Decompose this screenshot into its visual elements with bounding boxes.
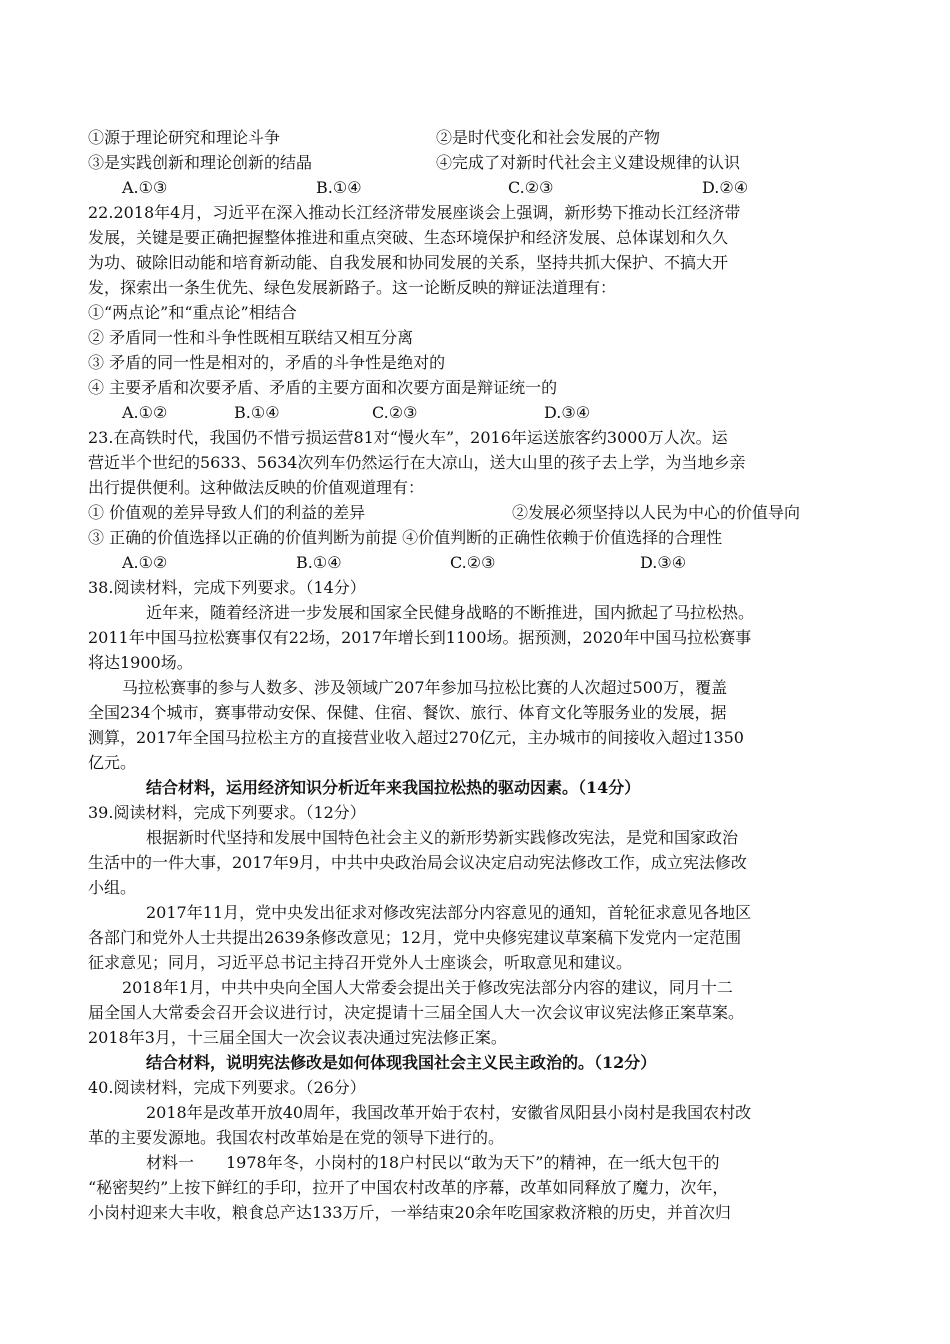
q23-option-1: ① 价值观的差异导致人们的利益的差异 xyxy=(88,503,366,522)
q39-header: 39.阅读材料，完成下列要求。（12分） xyxy=(88,803,366,822)
q40-para1-line-2: 革的主要发源地。我国农村改革始是在党的领导下进行的。 xyxy=(88,1128,505,1147)
q38-para2-line-4: 亿元。 xyxy=(88,753,137,772)
q22-choice-d: D.③④ xyxy=(544,403,591,422)
q21-option-1: ①源于理论研究和理论斗争 xyxy=(88,128,281,147)
q22-choice-b: B.①④ xyxy=(234,403,280,422)
q39-para3-line-3: 2018年3月，十三届全国大一次会议表决通过宪法修正案。 xyxy=(88,1028,507,1047)
q38-para2-line-2: 全国234个城市，赛事带动安保、保健、住宿、餐饮、旅行、体育文化等服务业的发展，据 xyxy=(88,703,727,722)
q39-para1-line-2: 生活中的一件大事，2017年9月，中共中央政治局会议决定启动宪法修改工作，成立宪法修改 xyxy=(88,853,747,872)
q23-choice-a: A.①② xyxy=(122,553,168,572)
q22-item-4: ④ 主要矛盾和次要矛盾、矛盾的主要方面和次要方面是辩证统一的 xyxy=(88,378,558,397)
q23-stem-line-3: 出行提供便利。这种做法反映的价值观道理有： xyxy=(88,478,425,497)
q21-option-3: ③是实践创新和理论创新的结晶 xyxy=(88,153,313,172)
q22-choice-c: C.②③ xyxy=(372,403,418,422)
q22-choice-a: A.①② xyxy=(122,403,168,422)
q40-material1-line-2: “秘密契约”上按下鲜红的手印，拉开了中国农村改革的序幕，改革如同释放了魔力，次年， xyxy=(88,1178,729,1197)
q39-para3-line-2: 届全国人大常委会召开会议进行讨，决定提请十三届全国人大一次会议审议宪法修正案草案。 xyxy=(88,1003,745,1022)
q39-para3-line-1: 2018年1月，中共中央向全国人大常委会提出关于修改宪法部分内容的建议，同月十二 xyxy=(122,978,733,997)
q40-header: 40.阅读材料，完成下列要求。（26分） xyxy=(88,1078,366,1097)
q23-stem-line-2: 营近半个世纪的5633、5634次列车仍然运行在大凉山，送大山里的孩子去上学，为当地乡亲 xyxy=(88,453,746,472)
q39-para1-line-1: 根据新时代坚持和发展中国特色社会主义的新形势新实践修改宪法，是党和国家政治 xyxy=(146,828,739,847)
q38-header: 38.阅读材料，完成下列要求。（14分） xyxy=(88,578,366,597)
q38-para2-line-1: 马拉松赛事的参与人数多、涉及领域广207年参加马拉松比赛的人次超过500万，覆盖 xyxy=(122,678,728,697)
q22-choices xyxy=(88,401,862,425)
q22-item-3: ③ 矛盾的同一性是相对的，矛盾的斗争性是绝对的 xyxy=(88,353,446,372)
q21-choice-c: C.②③ xyxy=(508,178,554,197)
q21-choices xyxy=(88,176,862,200)
q23-choice-b: B.①④ xyxy=(296,553,342,572)
q23-stem-line-1: 23.在高铁时代，我国仍不惜亏损运营81对“慢火车”，2016年运送旅客约3000万人次。运 xyxy=(88,428,728,447)
q38-para2-line-3: 测算，2017年全国马拉松主方的直接营业收入超过270亿元，主办城市的间接收入超过1350 xyxy=(88,728,744,747)
q38-para1-line-3: 将达1900场。 xyxy=(88,653,193,672)
q39-para2-line-2: 各部门和党外人士共提出2639条修改意见；12月，党中央修宪建议草案稿下发党内一定范围 xyxy=(88,928,742,947)
q21-choice-a: A.①③ xyxy=(122,178,168,197)
q39-para2-line-1: 2017年11月，党中央发出征求对修改宪法部分内容意见的通知，首轮征求意见各地区 xyxy=(146,903,752,922)
q23-choice-d: D.③④ xyxy=(640,553,687,572)
q38-task: 结合材料，运用经济知识分析近年来我国拉松热的驱动因素。（14分） xyxy=(146,778,641,797)
q21-choice-b: B.①④ xyxy=(316,178,362,197)
q23-row1 xyxy=(88,501,862,525)
q40-material1-line-1: 材料一 1978年冬，小岗村的18户村民以“敢为天下”的精神，在一纸大包干的 xyxy=(146,1153,720,1172)
q40-material1-line-3: 小岗村迎来大丰收，粮食总产达133万斤，一举结束20余年吃国家救济粮的历史，并首次归 xyxy=(88,1203,731,1222)
q21-option-2: ②是时代变化和社会发展的产物 xyxy=(436,128,661,147)
q23-option-2: ②发展必须坚持以人民为中心的价值导向 xyxy=(512,503,801,522)
q22-stem-line-3: 为功、破除旧动能和培育新动能、自我发展和协同发展的关系，坚持共抓大保护、不搞大开 xyxy=(88,253,729,272)
q39-para2-line-3: 征求意见；同月，习近平总书记主持召开党外人士座谈会，听取意见和建议。 xyxy=(88,953,633,972)
q39-para1-line-3: 小组。 xyxy=(88,878,137,897)
q23-choice-c: C.②③ xyxy=(450,553,496,572)
q22-item-2: ② 矛盾同一性和斗争性既相互联结又相互分离 xyxy=(88,328,414,347)
q22-stem-line-1: 22.2018年4月，习近平在深入推动长江经济带发展座谈会上强调，新形势下推动长江经济带 xyxy=(88,203,741,222)
q22-item-1: ①“两点论”和“重点论”相结合 xyxy=(88,303,297,322)
q21-choice-d: D.②④ xyxy=(702,178,749,197)
q39-task: 结合材料，说明宪法修改是如何体现我国社会主义民主政治的。（12分） xyxy=(146,1053,657,1072)
q21-option-4: ④完成了对新时代社会主义建设规律的认识 xyxy=(436,153,741,172)
q21-row2 xyxy=(88,151,862,175)
q38-para1-line-2: 2011年中国马拉松赛事仅有22场，2017年增长到1100场。据预测，2020年中国马拉松赛事 xyxy=(88,628,752,647)
q38-para1-line-1: 近年来，随着经济进一步发展和国家全民健身战略的不断推进，国内掀起了马拉松热。 xyxy=(146,603,755,622)
q22-stem-line-2: 发展，关键是要正确把握整体推进和重点突破、生态环境保护和经济发展、总体谋划和久久 xyxy=(88,228,729,247)
q40-para1-line-1: 2018年是改革开放40周年，我国改革开始于农村，安徽省凤阳县小岗村是我国农村改 xyxy=(146,1103,752,1122)
q23-choices xyxy=(88,551,862,575)
q22-stem-line-4: 发，探索出一条生优先、绿色发展新路子。这一论断反映的辩证法道理有： xyxy=(88,278,617,297)
q23-row2: ③ 正确的价值选择以正确的价值判断为前提 ④价值判断的正确性依赖于价值选择的合理性 xyxy=(88,528,723,547)
q21-row1 xyxy=(88,126,862,150)
